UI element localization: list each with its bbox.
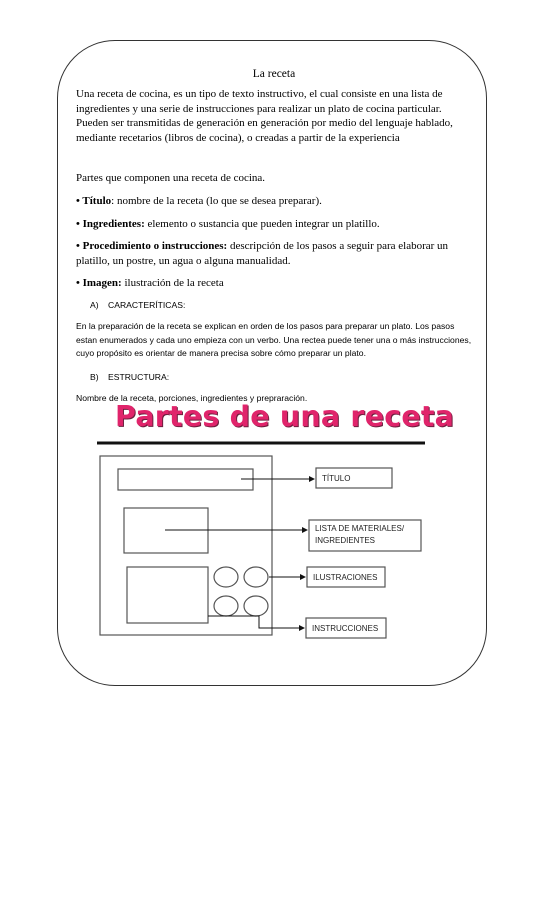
bullet-term: • Imagen: — [76, 277, 122, 290]
section-b-heading — [76, 371, 472, 385]
parts-intro: Partes que componen una receta de cocina. — [76, 172, 266, 185]
recipe-parts-diagram — [93, 400, 455, 650]
illustration-circle — [244, 567, 268, 587]
illustration-circle — [214, 567, 238, 587]
section-a-label: CARACTERÍTICAS: — [108, 299, 186, 310]
bullet-ingredientes — [76, 217, 472, 232]
bullet-desc: descripción de los pasos a seguir para elaborar un platillo, un postre, un agua o alguna manualidad. — [76, 240, 449, 267]
document-title: La receta — [252, 68, 296, 80]
section-b-letter: B) — [90, 371, 99, 382]
bullet-term: • Procedimiento o instrucciones: — [76, 240, 228, 253]
label-instrucciones: INSTRUCCIONES — [312, 624, 379, 633]
bullet-desc: elemento o sustancia que pueden integrar un platillo. — [144, 217, 380, 230]
recipe-card-outline — [100, 456, 272, 635]
title-slot-box — [118, 469, 253, 490]
bullet-procedimiento — [76, 239, 472, 268]
bullet-titulo — [76, 194, 472, 209]
section-b-text: Nombre de la receta, porciones, ingredientes y prepraración. — [76, 393, 308, 404]
instructions-slot-box — [127, 567, 208, 623]
section-a-letter: A) — [90, 299, 99, 310]
label-materiales-line2: INGREDIENTES — [315, 536, 376, 545]
label-titulo: TÍTULO — [322, 474, 351, 483]
section-a-heading — [76, 299, 472, 313]
intro-paragraph: Una receta de cocina, es un tipo de texto instructivo, el cual consiste en una lista de ingredientes y una serie de instrucciones para realizar un plato de cocina particular. Pueden ser transmitidas de generación en generación por medio del lenguaje hablado, mediante recetarios (libros de cocina), o creadas a partir de la experiencia — [76, 88, 453, 144]
document-content — [76, 68, 472, 406]
bullet-term: • Ingredientes: — [76, 217, 145, 230]
illustration-circle — [244, 596, 268, 616]
bullet-desc: ilustración de la receta — [121, 277, 224, 290]
diagram-title: Partes de una receta — [115, 400, 455, 433]
bullet-desc: : nombre de la receta (lo que se desea preparar). — [111, 194, 322, 207]
section-a-text: En la preparación de la receta se explican en orden de los pasos para preparar un plato. Los pasos estan enumerados y cada uno empieza con un verbo. Una rectea puede tener una o más instrucciones, cuyo propósito es orientar de manera precisa sobre cómo preparar un plato. — [76, 321, 472, 359]
section-b-label: ESTRUCTURA: — [108, 371, 170, 382]
label-ilustraciones: ILUSTRACIONES — [313, 573, 378, 582]
bullet-imagen — [76, 276, 472, 291]
label-materiales-line1: LISTA DE MATERIALES/ — [315, 524, 405, 533]
illustration-circle — [214, 596, 238, 616]
arrow-instrucciones — [208, 616, 304, 628]
bullet-term: • Título — [76, 194, 112, 207]
